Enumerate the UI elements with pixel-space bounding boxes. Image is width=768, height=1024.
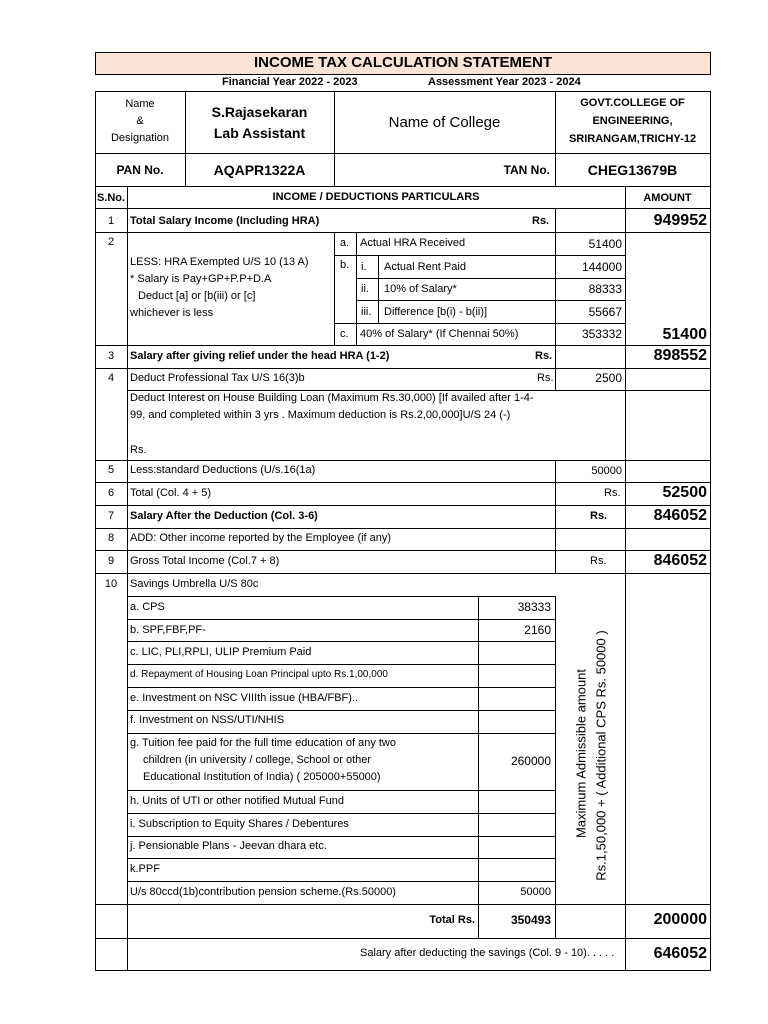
row-2-line-4: whichever is less [130,307,214,319]
college-label: Name of College [388,114,501,131]
row-2-amount: 51400 [662,326,707,343]
row-6-sno: 6 [107,487,115,499]
savings-admissible-amount: 200000 [653,911,707,928]
row-9-text: Gross Total Income (Col.7 + 8) [130,555,280,567]
row-8-text: ADD: Other income reported by the Employee (if any) [130,532,392,544]
hra-biii-value: 55667 [588,305,622,319]
hra-c-label: c. [340,328,349,340]
row-4b-line-1: Deduct Interest on House Building Loan (Maximum Rs.30,000) [If availed after 1-4- [130,392,534,404]
hra-c-text: 40% of Salary* (If Chennai 50%) [360,328,519,340]
row-3-text: Salary after giving relief under the head HRA (1-2) [130,350,390,362]
savings-j-text: j. Pensionable Plans - Jeevan dhara etc. [130,840,327,852]
savings-ccd-value: 50000 [520,886,551,898]
savings-g-value: 260000 [510,754,551,768]
name-label: Name [125,98,155,110]
row-9-sno: 9 [107,555,115,567]
designation-label: Designation [110,132,170,144]
savings-g-line-2: children (in university / college, School or other [143,754,372,766]
row-2-line-3: Deduct [a] or [b(iii) or [c] [138,290,256,302]
row-1-amount: 949952 [653,212,707,229]
max-admissible-vertical-2: Rs.1,50,000 + ( Additional CPS Rs. 50000 ) [593,630,609,881]
row-4-text: Deduct Professional Tax U/S 16(3)b [130,372,305,384]
employee-name: S.Rajasekaran [211,104,308,120]
row-8-sno: 8 [107,532,115,544]
hra-b-label: b. [340,259,350,271]
hra-bii-label: ii. [361,283,369,295]
row-3-rs: Rs. [535,350,553,362]
row-6-rs: Rs. [604,487,621,499]
row-6-text: Total (Col. 4 + 5) [130,487,212,499]
savings-g-line-3: Educational Institution of India) ( 205000+55000) [143,771,381,783]
savings-i-text: i. Subscription to Equity Shares / Debentures [130,818,349,830]
row-9-amount: 846052 [653,552,707,569]
col-sno-header: S.No. [96,192,126,204]
net-salary-text: Salary after deducting the savings (Col. 9 - 10). . . . . [360,947,615,959]
hra-bi-text: Actual Rent Paid [384,261,466,273]
col-particulars-header: INCOME / DEDUCTIONS PARTICULARS [272,191,480,203]
row-2-line-1: LESS: HRA Exempted U/S 10 (13 A) [130,256,309,268]
pan-label: PAN No. [116,163,164,177]
hra-bi-label: i. [361,261,367,273]
row-4-value: 2500 [595,371,622,385]
savings-b-value: 2160 [524,623,551,637]
col-amount-header: AMOUNT [643,192,692,204]
row-5-value: 50000 [591,465,622,477]
row-4b-line-2: 99, and completed within 3 yrs . Maximum deduction is Rs.2,00,000]U/S 24 (-) [130,409,511,421]
row-10-sno: 10 [104,578,118,590]
college-line-3: SRIRANGAM,TRICHY-12 [568,133,697,145]
row-4-rs: Rs. [537,372,554,384]
assessment-year: Assessment Year 2023 - 2024 [428,76,581,88]
row-9-rs: Rs. [590,555,607,567]
savings-h-text: h. Units of UTI or other notified Mutual Fund [130,795,344,807]
row-2-line-2: * Salary is Pay+GP+P.P+D.A [130,273,272,285]
row-1-sno: 1 [107,215,115,227]
tan-number: CHEG13679B [587,162,678,178]
hra-a-text: Actual HRA Received [360,237,466,249]
tan-label: TAN No. [503,163,550,177]
row-5-sno: 5 [107,464,115,476]
hra-c-value: 353332 [581,327,622,341]
hra-bii-text: 10% of Salary* [384,283,457,295]
row-7-text: Salary After the Deduction (Col. 3-6) [130,510,318,522]
hra-bi-value: 144000 [581,260,622,274]
savings-e-text: e. Investment on NSC VIIIth issue (HBA/FBF).. [130,692,359,704]
hra-biii-text: Difference [b(i) - b(ii)] [384,306,488,318]
page-title: INCOME TAX CALCULATION STATEMENT [253,54,553,71]
financial-year: Financial Year 2022 - 2023 [222,76,358,88]
row-7-rs: Rs. [590,510,608,522]
savings-total-label: Total Rs. [429,914,475,926]
savings-a-text: a. CPS [130,601,165,613]
hra-a-label: a. [340,237,350,249]
college-line-2: ENGINEERING, [592,115,673,127]
row-3-amount: 898552 [653,347,707,364]
savings-k-text: k.PPF [130,863,160,875]
row-4b-rs: Rs. [130,444,147,456]
employee-designation: Lab Assistant [213,125,306,141]
pan-number: AQAPR1322A [213,162,306,178]
max-admissible-vertical: Maximum Admissible amount [573,668,589,839]
row-7-amount: 846052 [653,507,707,524]
savings-b-text: b. SPF,FBF,PF- [130,624,206,636]
row-3-sno: 3 [107,350,115,362]
hra-a-value: 51400 [588,237,622,251]
savings-d-text: d. Repayment of Housing Loan Principal upto Rs.1,00,000 [130,669,388,680]
row-10-text: Savings Umbrella U/S 80c [130,578,259,590]
savings-total-value: 350493 [510,913,551,927]
row-4-sno: 4 [107,372,115,384]
savings-ccd-text: U/s 80ccd(1b)contribution pension scheme.(Rs.50000) [130,886,396,898]
row-5-text: Less:standard Deductions (U/s.16(1a) [130,464,316,476]
college-line-1: GOVT.COLLEGE OF [580,97,685,109]
savings-a-value: 38333 [517,600,551,614]
net-salary-amount: 646052 [653,945,707,962]
savings-g-line-1: g. Tuition fee paid for the full time education of any two [130,737,396,749]
hra-biii-label: iii. [361,306,372,318]
hra-bii-value: 88333 [588,282,622,296]
savings-c-text: c. LIC, PLI,RPLI, ULIP Premium Paid [130,646,312,658]
name-label-amp: & [136,115,144,127]
row-1-text: Total Salary Income (Including HRA) [130,215,320,227]
row-2-sno: 2 [107,236,115,248]
row-1-rs: Rs. [532,215,550,227]
savings-f-text: f. Investment on NSS/UTI/NHIS [130,714,285,726]
row-7-sno: 7 [107,510,115,522]
row-6-amount: 52500 [662,484,707,501]
